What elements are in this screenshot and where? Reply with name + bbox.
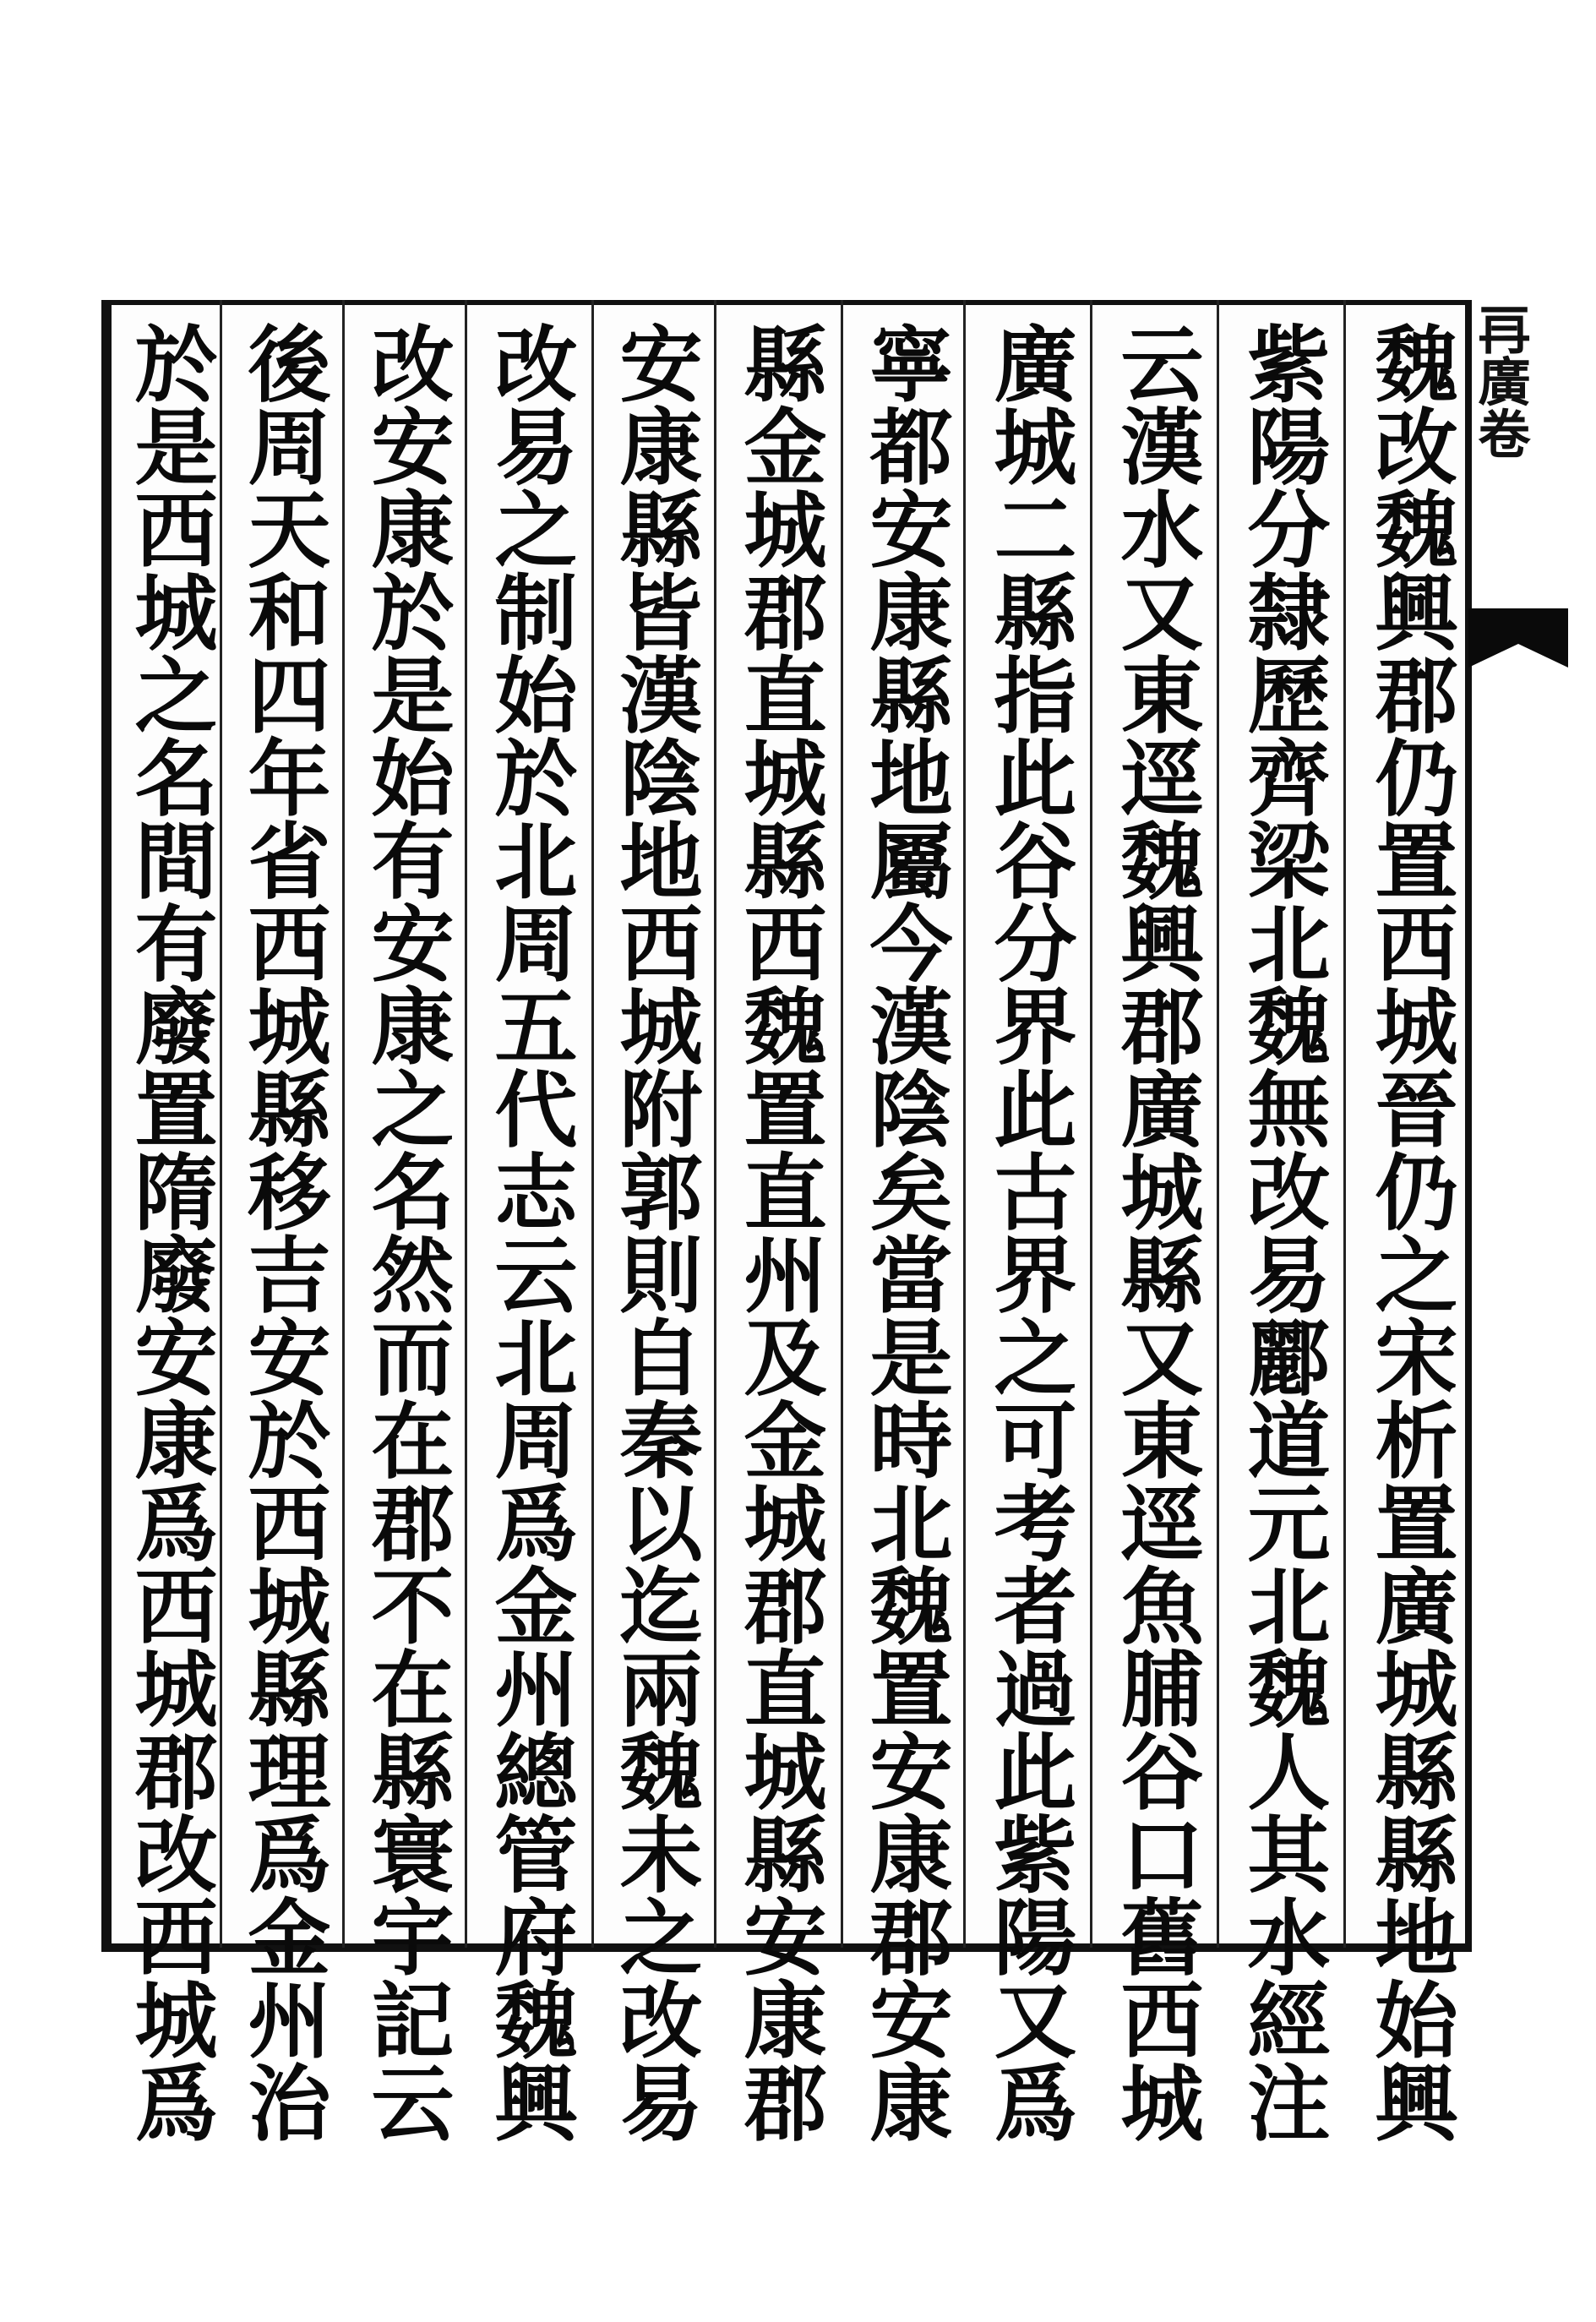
text-column-6 [719,321,837,2143]
text-column-1 [1350,321,1468,2143]
column-rule [714,300,716,1948]
column-text: 廣城二縣指此谷分界此古界之可考者過此紫陽又爲 [980,321,1077,2143]
column-text: 改易之制始於北周五代志云北周爲金州總管府魏興 [481,321,578,2143]
margin-strip [1472,300,1573,1952]
text-column-7 [595,321,713,2143]
column-text: 魏改魏興郡仍置西城晉仍之宋析置廣城縣縣地始興 [1361,321,1458,2143]
text-column-5 [845,321,963,2143]
column-rule [963,300,966,1948]
text-column-4 [969,321,1087,2143]
text-column-9 [346,321,465,2143]
column-text: 云漢水又東逕魏興郡廣城縣又東逕魚脯谷口舊西城 [1107,321,1204,2143]
text-column-11 [110,321,228,2143]
column-rule [1217,300,1219,1948]
margin-title: 𠕂廣卷 [1473,304,1534,461]
column-text: 後周天和四年省西城縣移吉安於西城縣理爲金州治 [234,321,331,2143]
text-column-10 [223,321,341,2143]
column-text: 縣金城郡直城縣西魏置直州及金城郡直城縣安康郡 [730,321,827,2143]
column-rule [1090,300,1092,1948]
text-column-8 [470,321,588,2143]
column-rule [342,300,345,1948]
column-text: 寧都安康縣地屬今漢陰矣當是時北魏置安康郡安康 [856,321,953,2143]
column-text: 安康縣皆漢陰地西城附郭則自秦以迄兩魏未之改易 [606,321,703,2143]
text-column-2 [1223,321,1341,2143]
column-text: 於是西城之名間有廢置隋廢安康爲西城郡改西城爲 [121,321,218,2143]
column-rule [841,300,843,1948]
column-rule [465,300,467,1948]
column-rule [1343,300,1346,1948]
column-text: 紫陽分隸歷齊梁北魏無改易酈道元北魏人其水經注 [1234,321,1331,2143]
column-rule [591,300,594,1948]
column-text: 改安康於是始有安康之名然而在郡不在縣寰宇記云 [357,321,455,2143]
text-column-3 [1096,321,1214,2143]
